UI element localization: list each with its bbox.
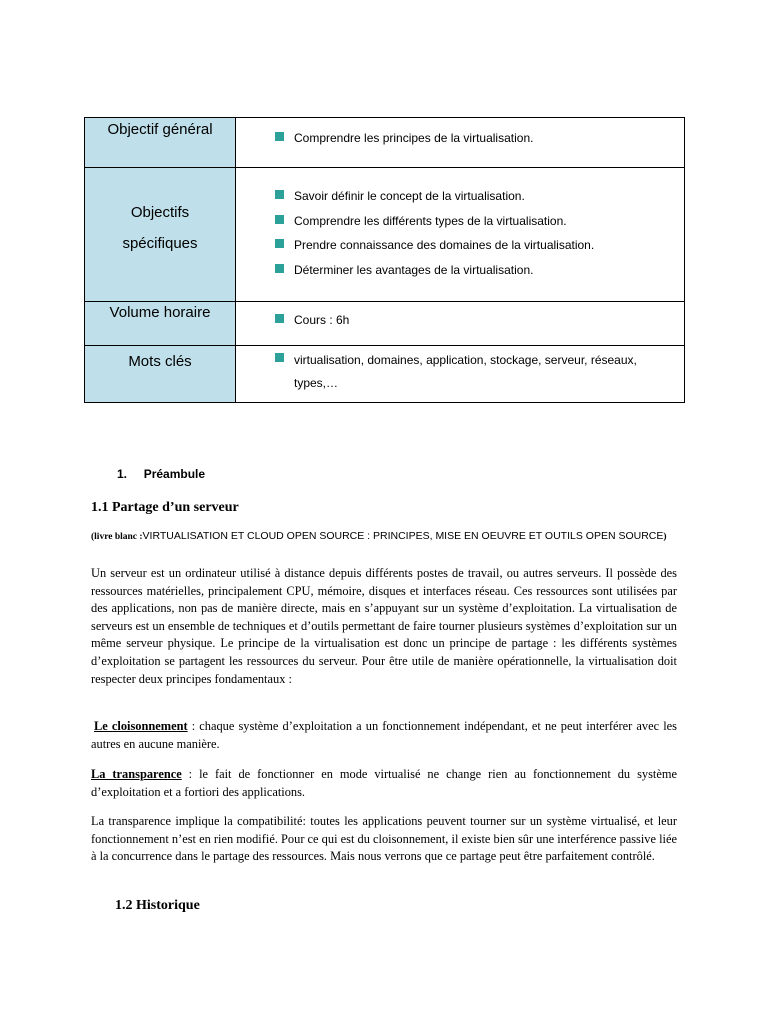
list-item <box>272 312 684 328</box>
objectives-table <box>84 117 685 403</box>
section-number: 1. <box>117 467 128 481</box>
bullet-list <box>236 118 684 146</box>
term-definition: : chaque système d’exploitation a un fonctionnement indépendant, et ne peut interférer avec les autres en aucune manière. <box>91 719 677 751</box>
row-header-objectifs-specifiques <box>85 168 236 302</box>
row-header-volume-horaire <box>85 302 236 346</box>
square-bullet-icon <box>275 314 284 323</box>
row-content <box>236 302 685 346</box>
list-item <box>272 209 684 234</box>
list-item-text: virtualisation, domaines, application, stockage, serveur, réseaux, types,… <box>294 353 637 390</box>
section-title: Préambule <box>143 467 206 481</box>
section-heading <box>117 467 205 481</box>
list-item-text: Savoir définir le concept de la virtualisation. <box>294 189 525 203</box>
reference-text: VIRTUALISATION ET CLOUD OPEN SOURCE : PRINCIPES, MISE EN OEUVRE ET OUTILS OPEN SOURCE <box>142 530 664 542</box>
row-content <box>236 118 685 168</box>
term-definition: : le fait de fonctionner en mode virtualisé ne change rien au fonctionnement du système d’exploitation et a fortiori des applications. <box>91 767 678 799</box>
list-item <box>272 258 684 283</box>
paragraph-cloisonnement <box>91 718 677 753</box>
row-header-label: Volume horaire <box>109 304 211 321</box>
square-bullet-icon <box>275 353 284 362</box>
row-content <box>236 168 685 302</box>
bullet-list <box>236 168 684 282</box>
bullet-list <box>236 302 684 328</box>
term-cloisonnement: Le cloisonnement <box>94 719 188 733</box>
paragraph: La transparence implique la compatibilité: toutes les applications peuvent tourner sur un système virtualisé, et leur fonctionnement n’est en rien modifié. Pour ce qui est du cloisonnement, il existe bien sûr une interférence passive liée à la concurrence dans le partage des ressources. Mais nous verrons que ce partage peut être parfaitement contrôlé. <box>91 814 677 864</box>
table-row <box>85 346 685 403</box>
paragraph-transparence <box>91 766 677 801</box>
list-item-text: Déterminer les avantages de la virtualisation. <box>294 262 534 277</box>
square-bullet-icon <box>275 215 284 224</box>
square-bullet-icon <box>275 264 284 273</box>
list-item-text: Prendre connaissance des domaines de la virtualisation. <box>294 238 595 252</box>
table-row <box>85 302 685 346</box>
subsection-title: 1.2 Historique <box>115 898 200 913</box>
list-item-text: Comprendre les différents types de la virtualisation. <box>294 213 567 228</box>
square-bullet-icon <box>275 190 284 199</box>
row-header-objectif-general <box>85 118 236 168</box>
list-item <box>272 184 684 209</box>
bullet-list <box>236 346 684 395</box>
row-header-label-line1: Objectifs <box>130 204 190 221</box>
list-item <box>272 233 684 258</box>
row-header-mots-cles <box>85 346 236 403</box>
list-item-text: Cours : 6h <box>294 313 350 327</box>
row-header-label: Objectif général <box>107 121 213 138</box>
list-item-text: Comprendre les principes de la virtualisation. <box>294 131 534 145</box>
reference-label: (livre blanc : <box>91 532 143 542</box>
term-transparence: La transparence <box>91 767 182 781</box>
reference-note <box>91 530 677 543</box>
paragraph: Un serveur est un ordinateur utilisé à distance depuis différents postes de travail, ou autres serveurs. Il possède des ressources matérielles, principalement CPU, mémoire, disques et interfaces réseau. Ces ressources sont utilisées par des applications, non pas de manière directe, mais en s’appuyant sur un système d’exploitation. La virtualisation de serveurs est un ensemble de techniques et d’outils permettant de faire tourner plusieurs systèmes d’exploitation sur un même serveur physique. Le principe de la virtualisation est donc un principe de partage : les différents systèmes d’exploitation se partagent les ressources du serveur. Pour être utile de manière opérationnelle, la virtualisation doit respecter deux principes fondamentaux : <box>91 566 677 686</box>
subsection-title: 1.1 Partage d’un serveur <box>91 500 239 515</box>
row-content <box>236 346 685 403</box>
square-bullet-icon <box>275 239 284 248</box>
list-item <box>272 349 674 395</box>
table-row <box>85 168 685 302</box>
square-bullet-icon <box>275 132 284 141</box>
row-header-label-line2: spécifiques <box>122 235 198 252</box>
table-row <box>85 118 685 168</box>
list-item <box>272 130 684 146</box>
row-header-label: Mots clés <box>128 353 192 370</box>
reference-close: ) <box>663 532 667 542</box>
